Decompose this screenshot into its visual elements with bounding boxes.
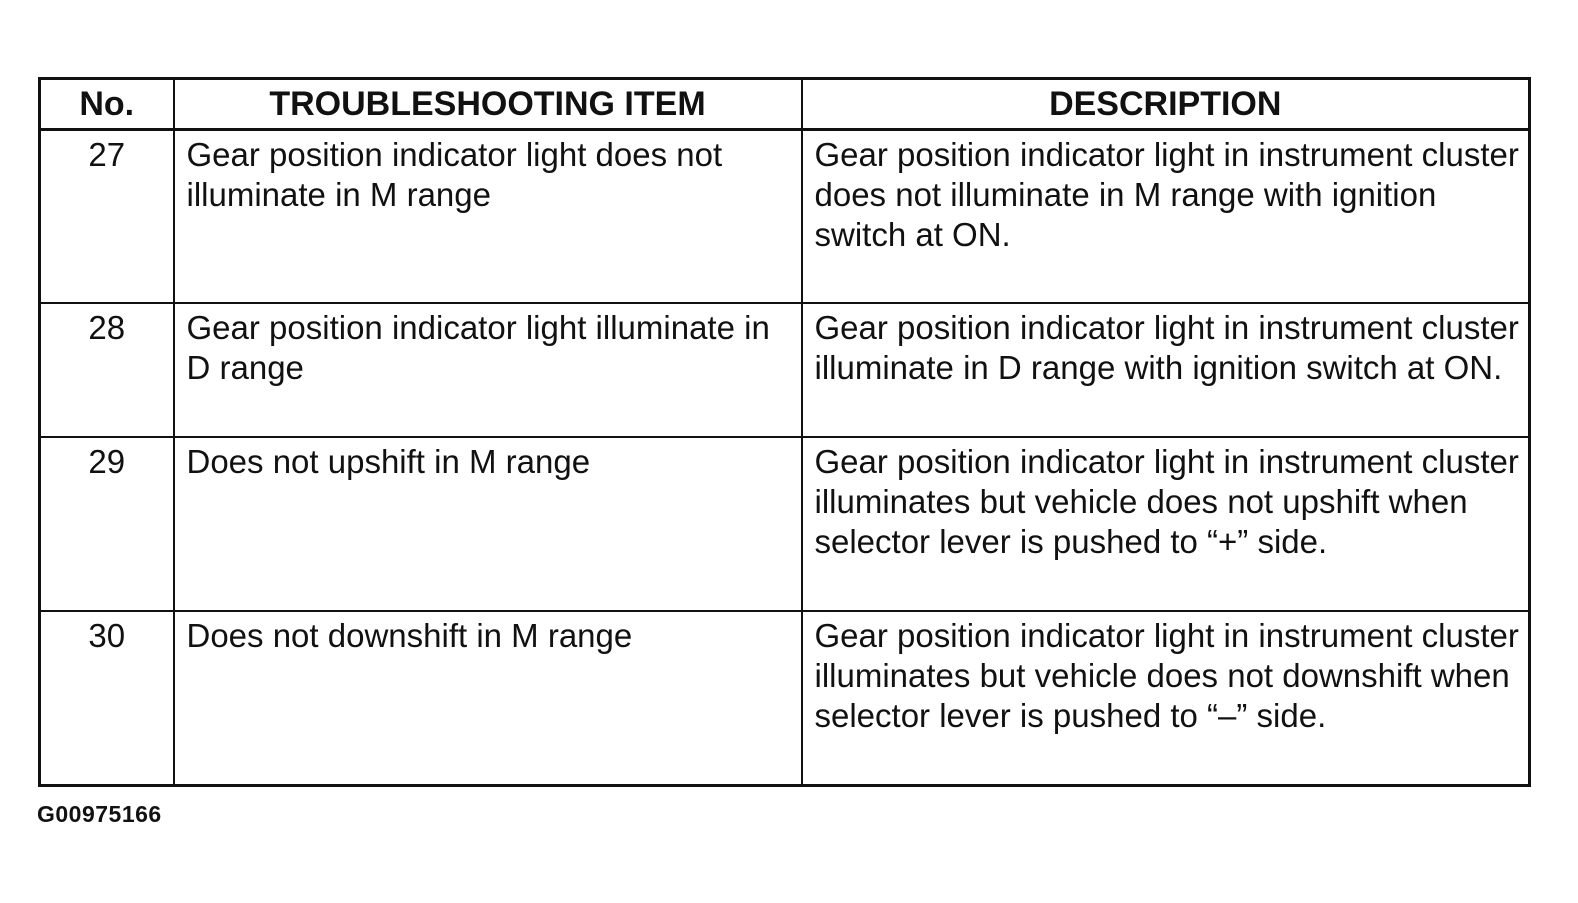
description: Gear position indicator light in instrument cluster illuminates but vehicle does not upshift when selector lever is pushed to “+” side.	[802, 437, 1530, 611]
header-no: No.	[40, 79, 174, 130]
table-row	[40, 437, 1530, 611]
troubleshooting-item: Gear position indicator light illuminate in D range	[174, 303, 802, 437]
row-number: 29	[40, 437, 174, 611]
row-number: 30	[40, 611, 174, 786]
row-number: 28	[40, 303, 174, 437]
header-troubleshooting-item: TROUBLESHOOTING ITEM	[174, 79, 802, 130]
row-number: 27	[40, 130, 174, 304]
description: Gear position indicator light in instrument cluster illuminate in D range with ignition switch at ON.	[802, 303, 1530, 437]
table-row	[40, 130, 1530, 304]
table-row	[40, 611, 1530, 786]
figure-id: G00975166	[37, 801, 162, 827]
description: Gear position indicator light in instrument cluster does not illuminate in M range with ignition switch at ON.	[802, 130, 1530, 304]
table-row	[40, 303, 1530, 437]
troubleshooting-table	[38, 77, 1531, 787]
troubleshooting-item: Gear position indicator light does not illuminate in M range	[174, 130, 802, 304]
troubleshooting-item: Does not upshift in M range	[174, 437, 802, 611]
header-description: DESCRIPTION	[802, 79, 1530, 130]
troubleshooting-item: Does not downshift in M range	[174, 611, 802, 786]
table-header-row	[40, 79, 1530, 130]
description: Gear position indicator light in instrument cluster illuminates but vehicle does not downshift when selector lever is pushed to “–” side.	[802, 611, 1530, 786]
